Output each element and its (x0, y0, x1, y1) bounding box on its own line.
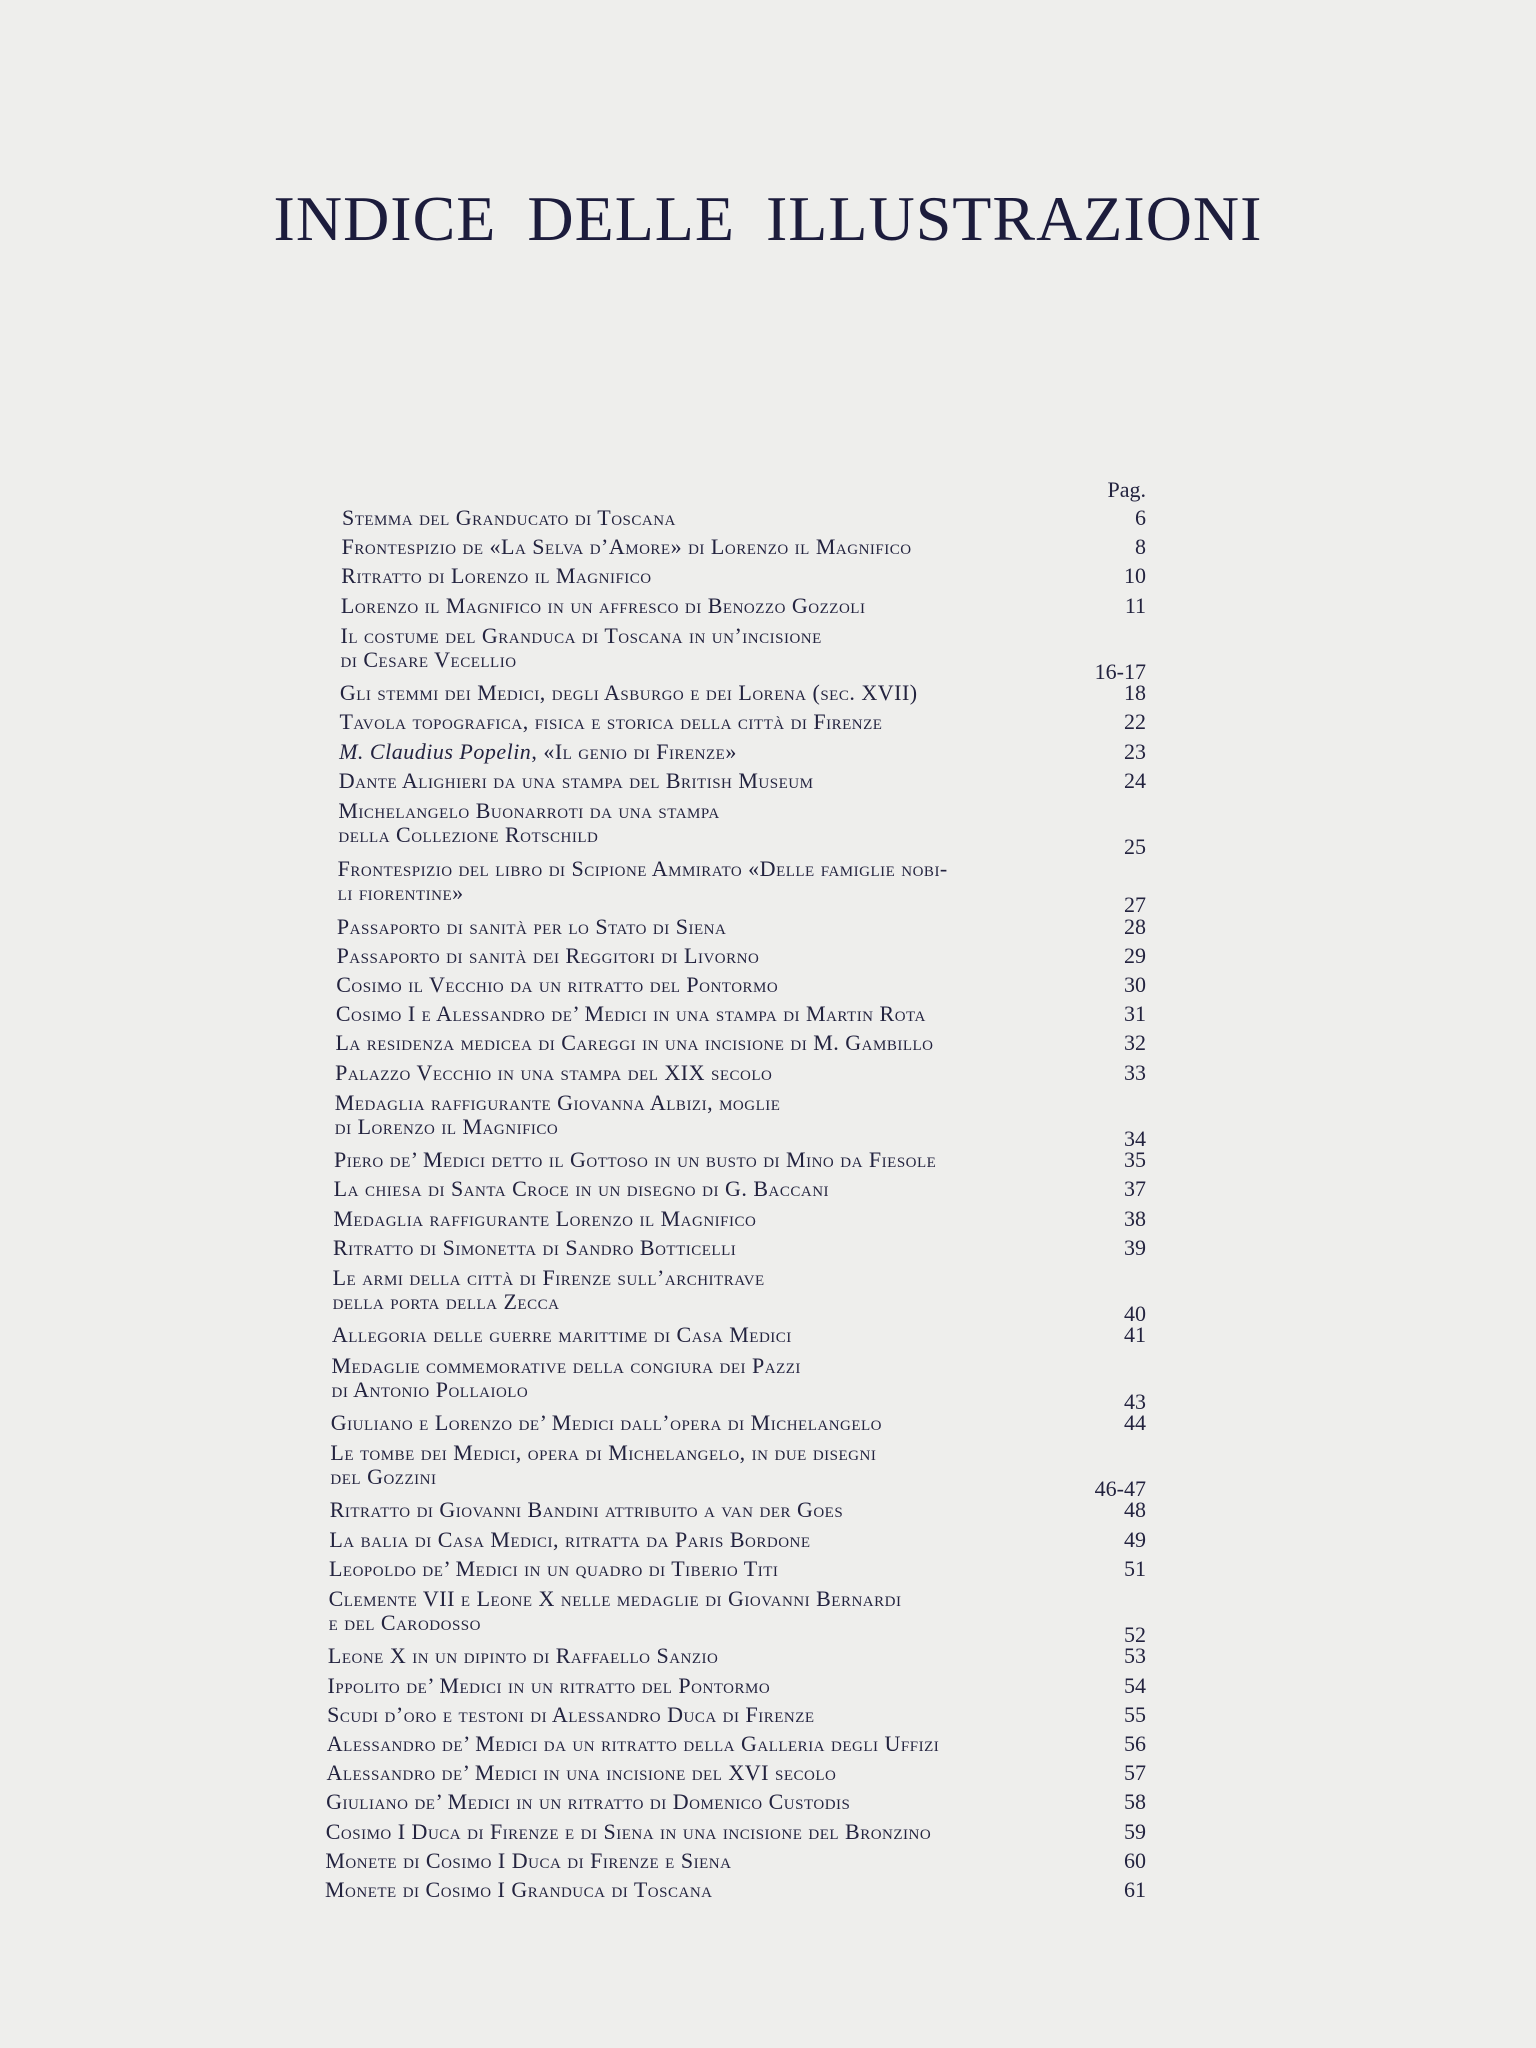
entry-page-number: 54 (1124, 1672, 1146, 1698)
entry-title-line: Alessandro de’ Medici in una incisione del XVI secolo (326, 1760, 837, 1786)
entry-title (338, 857, 948, 905)
entry-title-line: Gli stemmi dei Medici, degli Asburgo e dei Lorena (sec. XVII) (339, 680, 918, 706)
entry-page-number: 6 (1135, 505, 1146, 530)
entry-title-line: Monete di Cosimo I Granduca di Toscana (325, 1876, 713, 1902)
index-entry (0, 711, 1536, 740)
entry-title-line: li fiorentine» (337, 880, 464, 906)
entry-page-number: 57 (1124, 1760, 1146, 1786)
entry-page-number: 39 (1124, 1234, 1146, 1260)
entry-title (342, 507, 676, 529)
entry-title-line: Piero de’ Medici detto il Gottoso in un busto di Mino da Fiesole (334, 1147, 937, 1173)
entry-title (335, 1091, 781, 1139)
entry-page-number: 23 (1124, 738, 1146, 764)
entry-page-number: 59 (1124, 1818, 1146, 1844)
entry-title-line: Palazzo Vecchio in una stampa del XIX secolo (335, 1059, 773, 1085)
entry-title (336, 974, 778, 996)
entry-page-number: 24 (1124, 767, 1146, 793)
index-entry (0, 1440, 1536, 1502)
index-entry (0, 738, 1536, 770)
entry-author: M. Claudius Popelin (339, 738, 532, 764)
entry-title (336, 942, 760, 968)
entry-title-line: di Antonio Pollaiolo (331, 1376, 529, 1402)
index-entry (0, 1876, 1536, 1908)
entry-title-line: Le armi della città di Firenze sull’architrave (332, 1264, 765, 1290)
page-title: INDICE DELLE ILLUSTRAZIONI (273, 183, 1263, 254)
entry-page-number: 34 (1124, 1125, 1146, 1151)
entry-title-line: Cosimo il Vecchio da un ritratto del Pontormo (336, 972, 779, 998)
entry-title (333, 1205, 757, 1231)
entry-title-line: La chiesa di Santa Croce in un disegno di G. Baccani (333, 1176, 830, 1202)
entry-title-line: Ippolito de’ Medici in un ritratto del Pontormo (327, 1672, 771, 1698)
entry-title-line: Allegoria delle guerre marittime di Casa Medici (331, 1322, 792, 1348)
entry-title-line: Le tombe dei Medici, opera di Michelangelo, in due disegni (330, 1440, 877, 1466)
entry-title-line: La residenza medicea di Careggi in una incisione di M. Gambillo (335, 1030, 934, 1056)
entry-page-number: 11 (1124, 592, 1146, 618)
entry-title-line: Clemente VII e Leone X nelle medaglie di Giovanni Bernardi (328, 1586, 902, 1612)
entry-title (329, 1526, 811, 1552)
entry-title-line: della Collezione Rotschild (338, 821, 599, 847)
entry-title (334, 1178, 829, 1200)
index-entry (0, 1645, 1536, 1674)
entry-page-number: 35 (1124, 1147, 1146, 1173)
index-entry (0, 1091, 1536, 1149)
entry-title (328, 1645, 718, 1667)
index-entry (0, 913, 1536, 945)
entry-title (340, 592, 866, 618)
index-entry (0, 1032, 1536, 1061)
entry-title (327, 1672, 771, 1698)
entry-title-line: Passaporto di sanità per lo Stato di Siena (336, 913, 727, 939)
entry-page-number: 60 (1124, 1847, 1146, 1873)
entry-title (325, 1847, 732, 1873)
entry-page-number: 48 (1124, 1497, 1146, 1523)
index-entry (0, 1791, 1536, 1820)
index-entry (0, 536, 1536, 565)
entry-title (338, 767, 814, 793)
entry-title-line: Lorenzo il Magnifico in un affresco di Benozzo Gozzoli (340, 592, 866, 618)
entry-title-line: Il costume del Granduca di Toscana in un’incisione (340, 622, 822, 648)
entry-page-number: 29 (1124, 942, 1146, 968)
entry-page-number: 38 (1124, 1205, 1146, 1231)
index-entry (0, 1672, 1536, 1704)
entry-title (332, 1234, 737, 1260)
index-entry (0, 624, 1536, 682)
entry-title-line: Medaglia raffigurante Lorenzo il Magnifico (333, 1205, 757, 1231)
index-entry (0, 797, 1536, 860)
entry-title-line: Ritratto di Lorenzo il Magnifico (341, 563, 652, 589)
index-entry (0, 1354, 1536, 1412)
index-entry (0, 856, 1536, 918)
index-entry (0, 1586, 1536, 1648)
entry-title-line: Monete di Cosimo I Duca di Firenze e Siena (325, 1847, 732, 1873)
entry-title (332, 1354, 801, 1402)
index-entry (0, 1847, 1536, 1879)
index-entry (0, 942, 1536, 974)
entry-page-number: 43 (1124, 1388, 1146, 1414)
index-entry (0, 974, 1536, 1003)
entry-page-number: 30 (1124, 972, 1146, 998)
entry-page-number: 28 (1124, 913, 1146, 939)
entry-title-line: Stemma del Granducato di Toscana (342, 505, 676, 530)
page-column-header: Pag. (1107, 477, 1146, 502)
entry-page-number: 37 (1124, 1176, 1146, 1202)
entry-title-line: Leone X in un dipinto di Raffaello Sanzio (327, 1643, 719, 1669)
entry-title-line: Cosimo I e Alessandro de’ Medici in una stampa di Martin Rota (335, 1001, 926, 1027)
entry-page-number: 32 (1124, 1030, 1146, 1056)
entry-page-number: 53 (1124, 1643, 1146, 1669)
entry-title-line: Dante Alighieri da una stampa del British Museum (338, 767, 814, 793)
entry-title-line: della porta della Zecca (332, 1288, 560, 1314)
index-entry (0, 1733, 1536, 1762)
entry-title-line: M. Claudius Popelin, «Il genio di Firenze» (339, 738, 737, 764)
entry-title (325, 1876, 713, 1902)
entry-page-number: 8 (1135, 534, 1146, 560)
entry-title-line: Alessandro de’ Medici da un ritratto della Galleria degli Uffizi (326, 1731, 940, 1756)
entry-page-number: 22 (1124, 709, 1146, 735)
entry-title (340, 682, 918, 704)
entry-page-number: 25 (1124, 834, 1146, 860)
entry-title (339, 738, 737, 764)
entry-title (330, 1441, 876, 1489)
entry-title (327, 1733, 939, 1755)
entry-title-line: Passaporto di sanità dei Reggitori di Livorno (336, 942, 760, 968)
entry-page-number: 56 (1124, 1731, 1146, 1756)
entry-title (329, 1587, 902, 1635)
entry-title (330, 1499, 844, 1521)
index-entry (0, 767, 1536, 799)
entry-page-number: 51 (1124, 1555, 1146, 1581)
index-entry (0, 1149, 1536, 1178)
entry-title-line: Tavola topografica, fisica e storica della città di Firenze (339, 709, 883, 735)
illustrations-list (0, 507, 1536, 1908)
index-entry (0, 1409, 1536, 1441)
index-entry (0, 565, 1536, 594)
entry-page-number: 44 (1124, 1409, 1146, 1435)
entry-page-number: 16-17 (1094, 658, 1146, 684)
index-entry (0, 1701, 1536, 1733)
entry-title-line: di Cesare Vecellio (340, 646, 517, 672)
entry-page-number: 49 (1124, 1526, 1146, 1552)
entry-title (330, 1409, 883, 1435)
entry-page-number: 33 (1124, 1059, 1146, 1085)
index-entry (0, 1264, 1536, 1327)
entry-title (325, 1818, 932, 1844)
index-entry (0, 1324, 1536, 1353)
entry-page-number: 61 (1124, 1876, 1146, 1902)
entry-title-line: Frontespizio del libro di Scipione Ammirato «Delle famiglie nobi- (337, 856, 948, 882)
index-entry (0, 1818, 1536, 1850)
index-entry (0, 1003, 1536, 1032)
entry-title-line: Ritratto di Simonetta di Sandro Botticelli (332, 1234, 737, 1260)
entry-page-number: 10 (1124, 563, 1146, 589)
entry-title (338, 799, 719, 847)
entry-page-number: 55 (1124, 1701, 1146, 1727)
index-entry (0, 1059, 1536, 1091)
entry-title (326, 1762, 836, 1784)
entry-page-number: 40 (1124, 1301, 1146, 1327)
entry-title-line: Michelangelo Buonarroti da una stampa (338, 797, 720, 823)
entry-title (341, 624, 822, 672)
entry-title-line: Medaglie commemorative della congiura dei Pazzi (331, 1352, 801, 1378)
entry-title (341, 565, 651, 587)
entry-page-number: 58 (1124, 1789, 1146, 1815)
entry-title-line: Giuliano e Lorenzo de’ Medici dall’opera di Michelangelo (330, 1409, 883, 1435)
entry-title (336, 913, 727, 939)
entry-page-number: 27 (1124, 892, 1146, 918)
entry-title (334, 1149, 936, 1171)
entry-title-line: La balia di Casa Medici, ritratta da Paris Bordone (329, 1526, 811, 1552)
index-entry (0, 682, 1536, 711)
entry-page-number: 46-47 (1094, 1476, 1146, 1502)
index-entry (0, 1762, 1536, 1791)
entry-title-line: Frontespizio de «La Selva d’Amore» di Lorenzo il Magnifico (341, 534, 912, 560)
entry-title (332, 1324, 792, 1346)
entry-title (335, 1059, 773, 1085)
entry-title-line: del Gozzini (330, 1464, 437, 1490)
entry-title (333, 1266, 765, 1314)
entry-title-line: Cosimo I Duca di Firenze e di Siena in una incisione del Bronzino (325, 1818, 932, 1844)
index-entry (0, 1205, 1536, 1237)
entry-page-number: 18 (1124, 680, 1146, 706)
index-entry (0, 507, 1536, 536)
entry-title (327, 1701, 815, 1727)
entry-title-line: Scudi d’oro e testoni di Alessandro Duca di Firenze (327, 1701, 815, 1727)
entry-title-line: di Lorenzo il Magnifico (334, 1113, 559, 1139)
entry-title-line: e del Carodosso (328, 1610, 481, 1636)
entry-title-line: Giuliano de’ Medici in un ritratto di Domenico Custodis (326, 1789, 851, 1815)
entry-page-number: 31 (1124, 1001, 1146, 1027)
index-entry (0, 1234, 1536, 1266)
entry-title-line: Leopoldo de’ Medici in un quadro di Tiberio Titi (328, 1555, 779, 1581)
index-entry (0, 592, 1536, 624)
entry-title (342, 536, 912, 558)
entry-title-line: Ritratto di Giovanni Bandini attribuito a van der Goes (329, 1497, 844, 1523)
entry-title (326, 1791, 850, 1813)
index-entry (0, 1499, 1536, 1528)
entry-title (336, 1003, 926, 1025)
entry-title (328, 1555, 779, 1581)
index-entry (0, 1526, 1536, 1558)
entry-title (339, 711, 882, 733)
entry-title (335, 1032, 933, 1054)
index-entry (0, 1178, 1536, 1207)
index-entry (0, 1555, 1536, 1587)
entry-page-number: 52 (1124, 1622, 1146, 1648)
entry-page-number: 41 (1124, 1322, 1146, 1348)
entry-title-line: Medaglia raffigurante Giovanna Albizi, moglie (334, 1089, 781, 1115)
